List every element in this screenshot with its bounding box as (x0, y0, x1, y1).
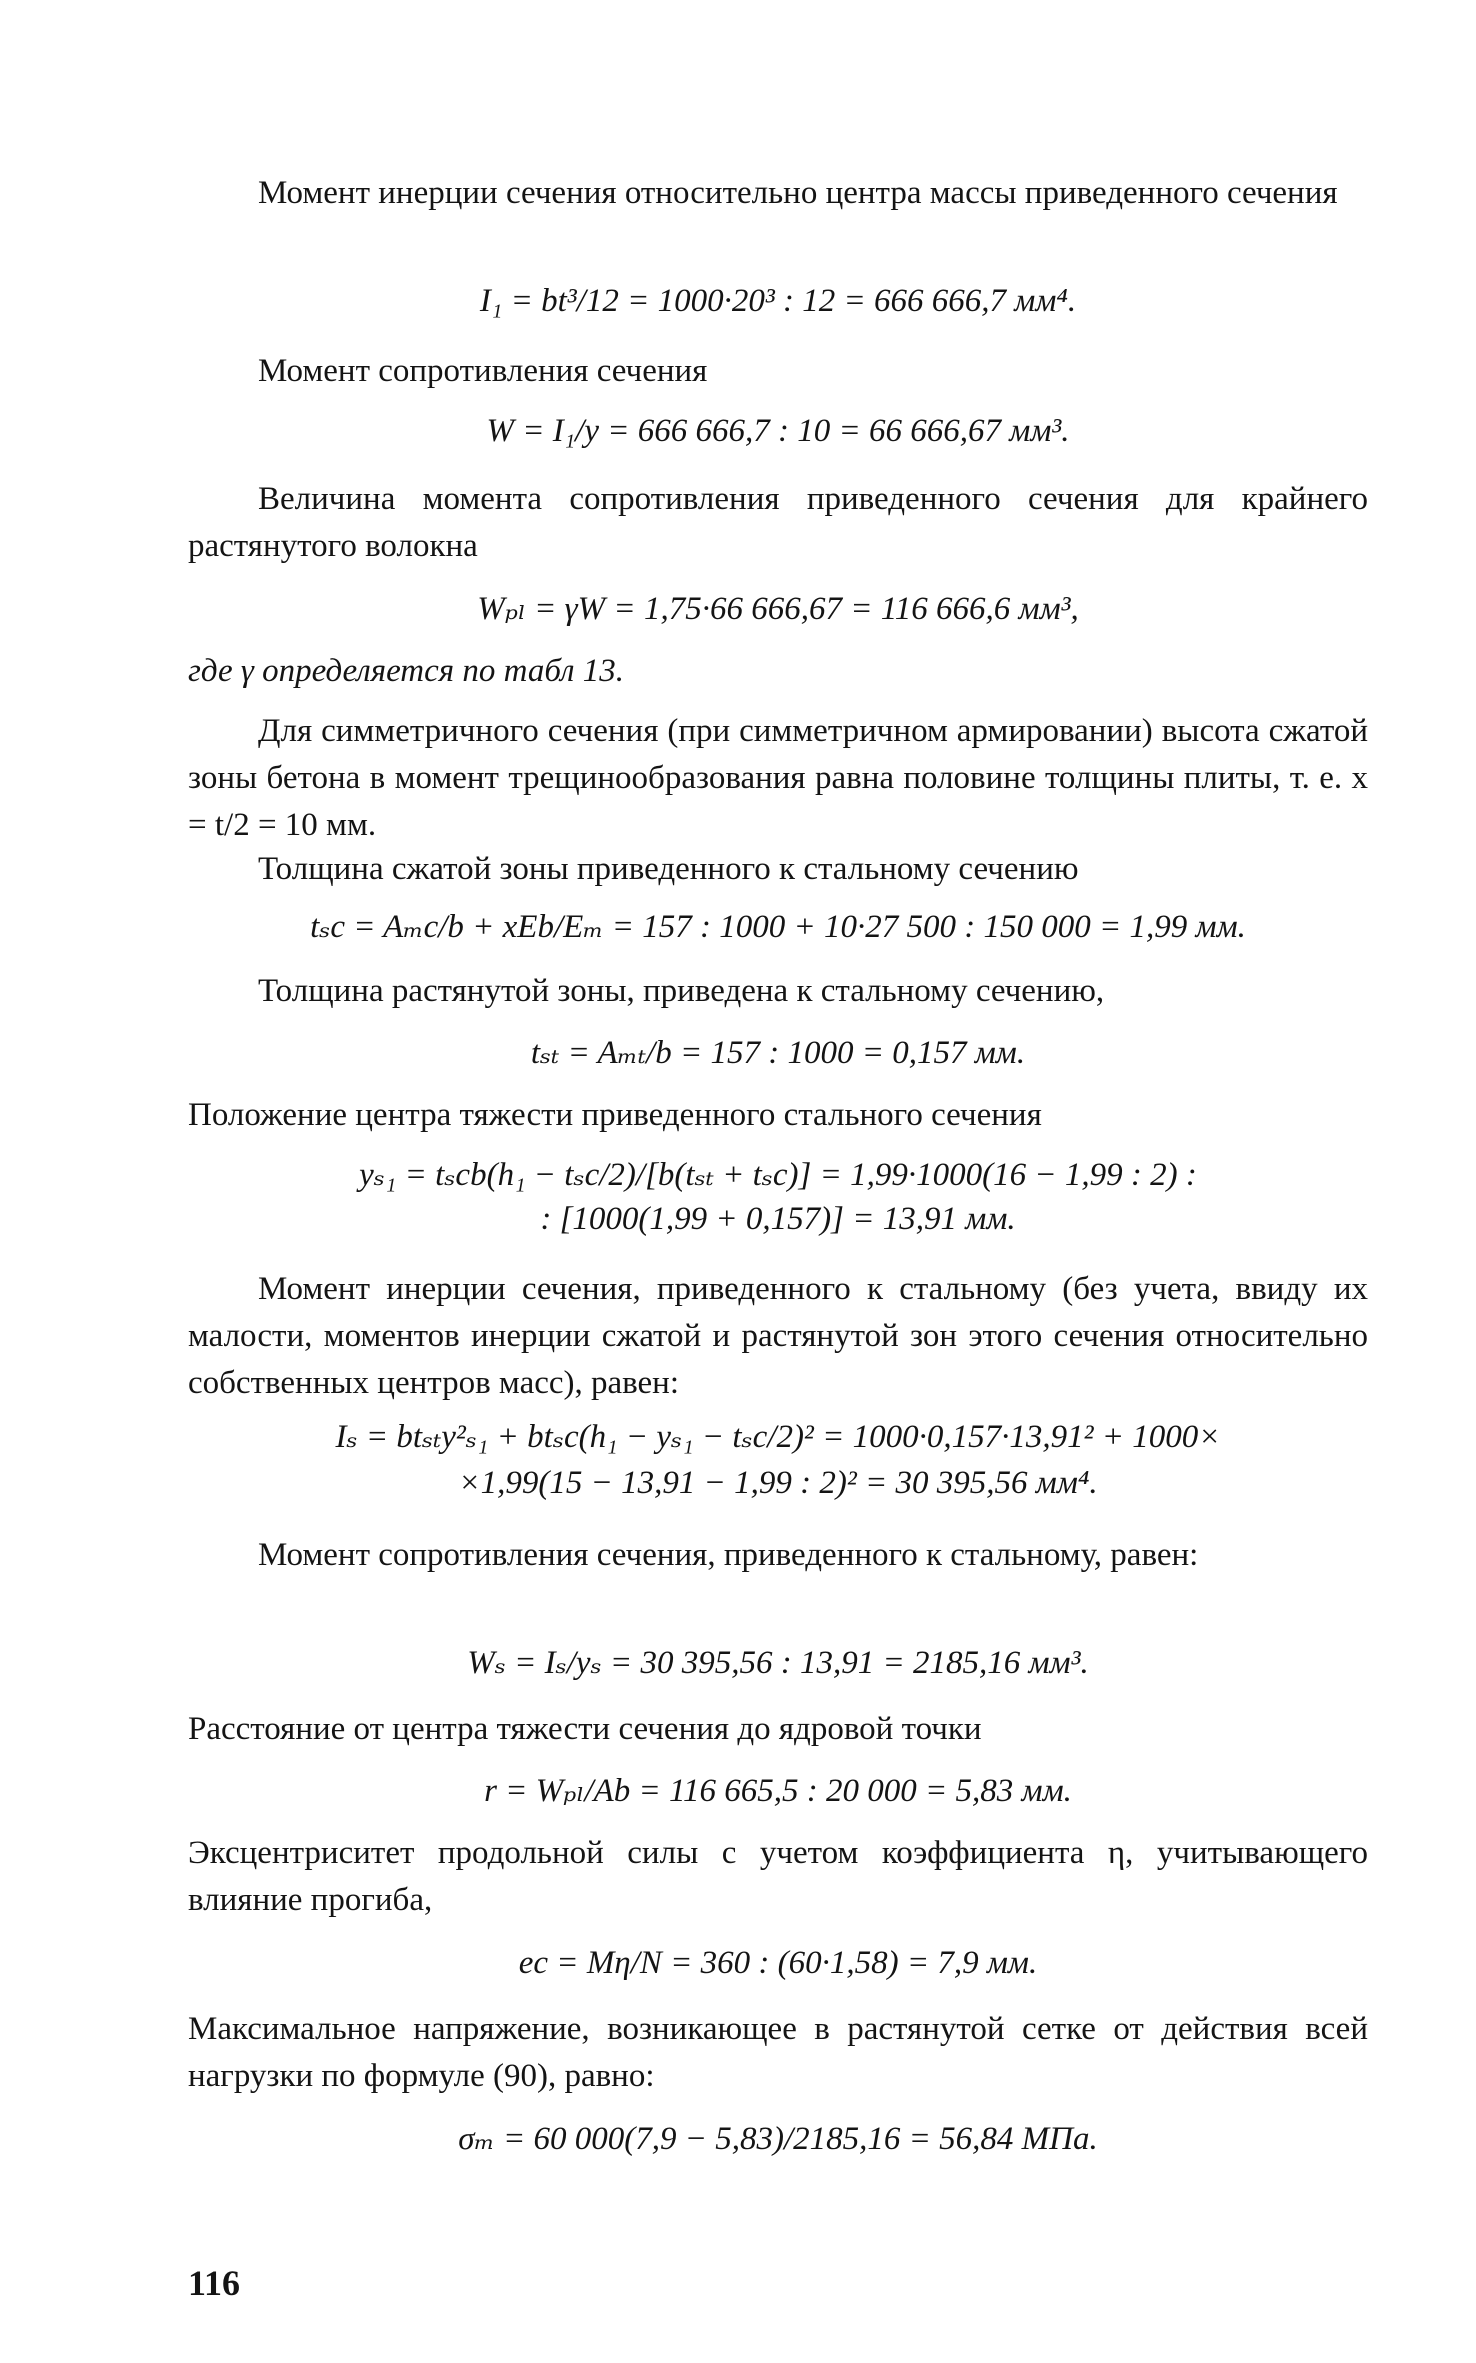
paragraph-reduced-modulus: Величина момента сопротивления приведенного сечения для крайнего растянутого волокна (188, 481, 1368, 564)
formula-is-line2: ×1,99(15 − 13,91 − 1,99 : 2)² = 30 395,56 мм⁴. (458, 1465, 1098, 1501)
paragraph-core-distance: Расстояние от центра тяжести сечения до ядровой точки (188, 1711, 982, 1747)
formula-ws: Wₛ = Iₛ/yₛ = 30 395,56 : 13,91 = 2185,16 мм³. (467, 1645, 1089, 1681)
paragraph-section-modulus: Момент сопротивления сечения (258, 353, 708, 389)
formula-w: W = I₁/y = 666 666,7 : 10 = 66 666,67 мм³. (486, 413, 1070, 449)
formula-tst: tₛₜ = Aₘₜ/b = 157 : 1000 = 0,157 мм. (530, 1035, 1026, 1071)
paragraph-max-stress: Максимальное напряжение, возникающее в растянутой сетке от действия всей нагрузки по формуле (90), равно: (188, 2011, 1368, 2094)
formula-r: r = Wₚₗ/Ab = 116 665,5 : 20 000 = 5,83 мм. (484, 1773, 1072, 1809)
formula-ys1-line2: : [1000(1,99 + 0,157)] = 13,91 мм. (540, 1201, 1016, 1237)
paragraph-modulus-steel: Момент сопротивления сечения, приведенного к стальному, равен: (258, 1537, 1199, 1573)
formula-tsc: tₛc = Aₘc/b + xEb/Eₘ = 157 : 1000 + 10·27 500 : 150 000 = 1,99 мм. (310, 909, 1246, 945)
paragraph-centroid: Положение центра тяжести приведенного стального сечения (188, 1097, 1042, 1133)
page-number: 116 (188, 2263, 241, 2303)
formula-ys1-line1: yₛ₁ = tₛcb(h₁ − tₛc/2)/[b(tₛₜ + tₛc)] = 1,99·1000(16 − 1,99 : 2) : (359, 1157, 1197, 1193)
paragraph-tensile-zone: Толщина растянутой зоны, приведена к стальному сечению, (258, 973, 1105, 1009)
paragraph-inertia-steel: Момент инерции сечения, приведенного к стальному (без учета, ввиду их малости, моментов инерции сжатой и растянутой зон этого сечения относительно собственных центров масс), равен: (188, 1271, 1368, 1401)
paragraph-moment-inertia: Момент инерции сечения относительно центра массы приведенного сечения (258, 175, 1338, 211)
paragraph-eccentricity: Эксцентриситет продольной силы с учетом коэффициента η, учитывающего влияние прогиба, (188, 1835, 1368, 1918)
formula-ec: ec = Mη/N = 360 : (60·1,58) = 7,9 мм. (518, 1945, 1038, 1981)
paragraph-gamma-note: где γ определяется по табл 13. (188, 653, 625, 689)
formula-sigma: σₘ = 60 000(7,9 − 5,83)/2185,16 = 56,84 МПа. (458, 2121, 1098, 2157)
formula-is-line1: Iₛ = btₛₜy²ₛ₁ + btₛc(h₁ − yₛ₁ − tₛc/2)² = 1000·0,157·13,91² + 1000× (335, 1419, 1221, 1455)
formula-wpl: Wₚₗ = γW = 1,75·66 666,67 = 116 666,6 мм³, (477, 591, 1079, 627)
formula-i1: I₁ = bt³/12 = 1000·20³ : 12 = 666 666,7 мм⁴. (479, 283, 1077, 319)
paragraph-symmetric-section: Для симметричного сечения (при симметричном армировании) высота сжатой зоны бетона в момент трещинообразования равна половине толщины плиты, т. е. x = t/2 = 10 мм. (188, 713, 1368, 843)
paragraph-compressed-zone: Толщина сжатой зоны приведенного к стальному сечению (258, 851, 1079, 887)
